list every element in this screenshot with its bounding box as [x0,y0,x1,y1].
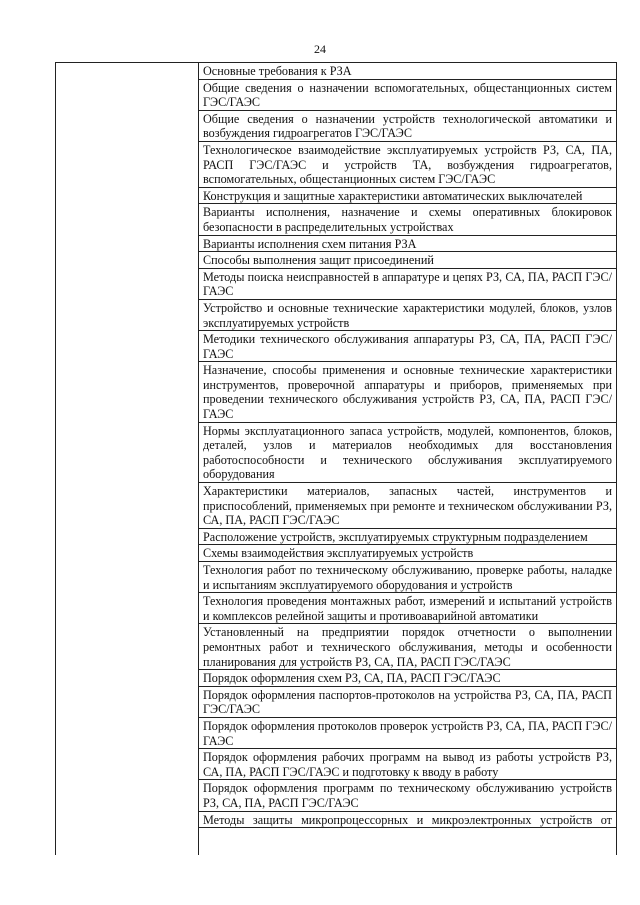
table-row: Порядок оформления схем РЗ, СА, ПА, РАСП ГЭС/ГАЭС [199,670,616,687]
table-row: Технологическое взаимодействие эксплуатируемых устройств РЗ, СА, ПА, РАСП ГЭС/ГАЭС и устройств ТА, возбуждения гидроагрегатов, вспомогательных, общестанционных систем ГЭС/ГАЭС [199,142,616,188]
page-number: 24 [314,42,326,56]
table-row: Варианты исполнения схем питания РЗА [199,236,616,253]
requirements-table [55,62,617,855]
table-row: Технология работ по техническому обслуживанию, проверке работы, наладке и испытаниям эксплуатируемого оборудования и устройств [199,562,616,593]
table-row: Нормы эксплуатационного запаса устройств, модулей, компонентов, блоков, деталей, узлов и материалов необходимых для восстановления работоспособности и технического обслуживания эксплуатируемого оборудования [199,423,616,483]
table-left-column [56,63,199,855]
table-row: Методики технического обслуживания аппаратуры РЗ, СА, ПА, РАСП ГЭС/ГАЭС [199,331,616,362]
table-row: Способы выполнения защит присоединений [199,252,616,269]
table-row: Основные требования к РЗА [199,63,616,80]
table-row: Порядок оформления рабочих программ на вывод из работы устройств РЗ, СА, ПА, РАСП ГЭС/ГАЭС и подготовку к вводу в работу [199,749,616,780]
table-row: Порядок оформления паспортов-протоколов на устройства РЗ, СА, ПА, РАСП ГЭС/ГАЭС [199,687,616,718]
table-row: Устройство и основные технические характеристики модулей, блоков, узлов эксплуатируемых устройств [199,300,616,331]
table-row: Общие сведения о назначении устройств технологической автоматики и возбуждения гидроагрегатов ГЭС/ГАЭС [199,111,616,142]
table-right-column [199,63,616,828]
table-row: Назначение, способы применения и основные технические характеристики инструментов, проверочной аппаратуры и приборов, применяемых при проведении технического обслуживания устройств РЗ, СА, ПА, РАСП ГЭС/ГАЭС [199,362,616,422]
table-row: Методы поиска неисправностей в аппаратуре и цепях РЗ, СА, ПА, РАСП ГЭС/ГАЭС [199,269,616,300]
table-row: Общие сведения о назначении вспомогательных, общестанционных систем ГЭС/ГАЭС [199,80,616,111]
table-row: Варианты исполнения, назначение и схемы оперативных блокировок безопасности в распределительных устройствах [199,204,616,235]
table-row: Порядок оформления программ по техническому обслуживанию устройств РЗ, СА, ПА, РАСП ГЭС/ГАЭС [199,780,616,811]
table-row: Установленный на предприятии порядок отчетности о выполнении ремонтных работ и технического обслуживания, методы и особенности планирования для устройств РЗ, СА, ПА, РАСП ГЭС/ГАЭС [199,624,616,670]
table-row: Схемы взаимодействия эксплуатируемых устройств [199,545,616,562]
table-row: Технология проведения монтажных работ, измерений и испытаний устройств и комплексов релейной защиты и противоаварийной автоматики [199,593,616,624]
table-row: Расположение устройств, эксплуатируемых структурным подразделением [199,529,616,546]
table-row: Характеристики материалов, запасных частей, инструментов и приспособлений, применяемых при ремонте и техническом обслуживании РЗ, СА, ПА, РАСП ГЭС/ГАЭС [199,483,616,529]
table-row: Порядок оформления протоколов проверок устройств РЗ, СА, ПА, РАСП ГЭС/ГАЭС [199,718,616,749]
table-row: Методы защиты микропроцессорных и микроэлектронных устройств от [199,812,616,829]
table-row: Конструкция и защитные характеристики автоматических выключателей [199,188,616,205]
